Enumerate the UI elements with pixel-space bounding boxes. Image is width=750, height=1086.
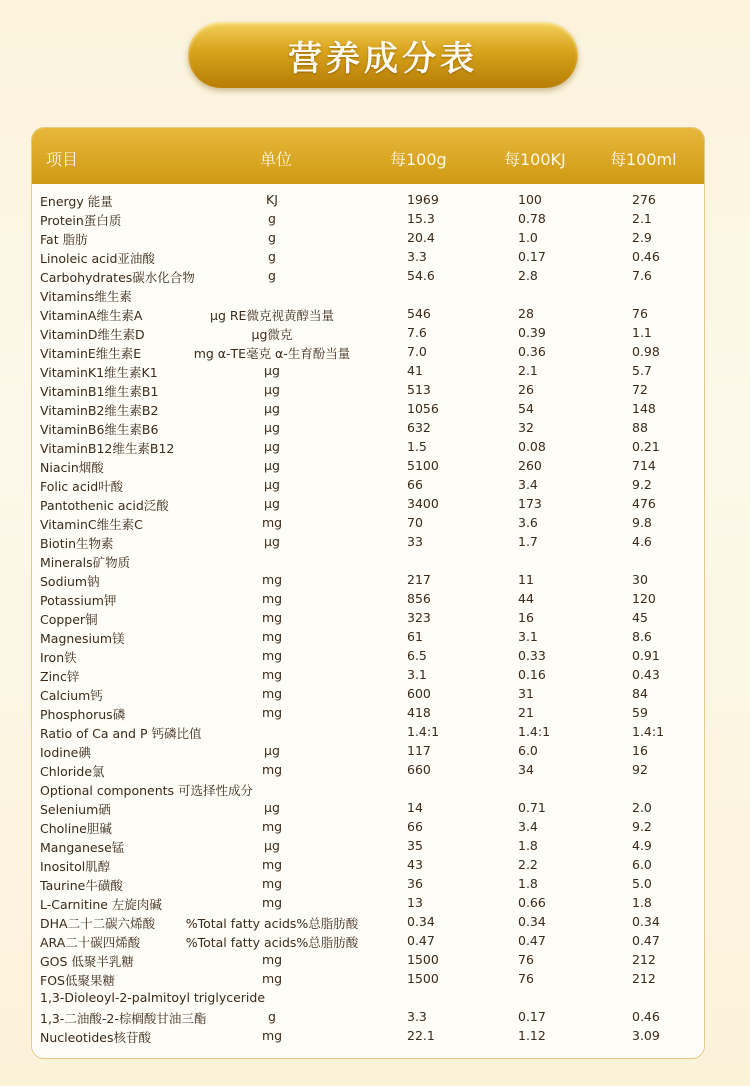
row-per-100kj: 0.47 (518, 933, 546, 948)
row-per-100kj: 21 (518, 705, 534, 720)
header-per-100kj: 每100KJ (504, 150, 566, 169)
row-per-100g: 33 (407, 534, 423, 549)
row-unit: μg (264, 534, 280, 549)
row-per-100ml: 276 (632, 192, 656, 207)
row-item: VitaminB12维生素B12 (40, 441, 175, 456)
row-per-100kj: 31 (518, 686, 534, 701)
row-item: Iodine碘 (40, 745, 91, 760)
header-per-100ml: 每100ml (610, 150, 677, 169)
table-row (32, 836, 704, 855)
table-row (32, 608, 704, 627)
row-per-100kj: 100 (518, 192, 542, 207)
table-row (32, 950, 704, 969)
header-item: 项目 (46, 150, 79, 169)
row-per-100ml: 92 (632, 762, 648, 777)
row-per-100ml: 4.6 (632, 534, 652, 549)
row-item: Niacin烟酸 (40, 460, 104, 475)
table-row (32, 570, 704, 589)
row-item: Potassium钾 (40, 593, 117, 608)
table-row (32, 855, 704, 874)
row-item: ARA二十碳四烯酸 (40, 935, 141, 950)
row-per-100kj: 11 (518, 572, 534, 587)
nutrition-table (32, 128, 704, 1058)
row-per-100g: 6.5 (407, 648, 427, 663)
row-per-100g: 600 (407, 686, 431, 701)
row-item: Zinc锌 (40, 669, 80, 684)
row-per-100kj: 32 (518, 420, 534, 435)
row-per-100g: 41 (407, 363, 423, 378)
row-per-100g: 14 (407, 800, 423, 815)
row-unit: μg (264, 439, 280, 454)
row-unit: %Total fatty acids%总脂肪酸 (185, 935, 359, 950)
row-item: VitaminB2维生素B2 (40, 403, 159, 418)
row-per-100kj: 0.71 (518, 800, 546, 815)
row-per-100g: 856 (407, 591, 431, 606)
row-per-100g: 1500 (407, 971, 439, 986)
row-per-100g: 7.6 (407, 325, 427, 340)
row-per-100ml: 7.6 (632, 268, 652, 283)
header-per-100g: 每100g (390, 150, 447, 169)
row-per-100ml: 8.6 (632, 629, 652, 644)
table-row (32, 323, 704, 342)
row-per-100ml: 148 (632, 401, 656, 416)
row-per-100kj: 1.7 (518, 534, 538, 549)
row-unit: g (268, 230, 276, 245)
row-item: Iron铁 (40, 650, 77, 665)
row-unit: mg (261, 648, 283, 663)
row-item: Inositol肌醇 (40, 859, 111, 874)
row-unit: mg (261, 629, 283, 644)
row-per-100g: 3.1 (407, 667, 427, 682)
row-per-100g: 0.34 (407, 914, 435, 929)
table-row (32, 817, 704, 836)
row-item: Chloride氯 (40, 764, 105, 779)
row-per-100g: 1056 (407, 401, 439, 416)
row-per-100kj: 3.4 (518, 819, 538, 834)
row-per-100ml: 2.9 (632, 230, 652, 245)
row-unit: μg (264, 420, 280, 435)
row-per-100kj: 0.17 (518, 1009, 546, 1024)
row-item: Magnesium镁 (40, 631, 125, 646)
row-unit: μg (264, 458, 280, 473)
row-per-100ml: 714 (632, 458, 656, 473)
row-per-100kj: 3.1 (518, 629, 538, 644)
row-unit: μg (264, 477, 280, 492)
row-per-100g: 0.47 (407, 933, 435, 948)
row-unit: mg (261, 971, 283, 986)
row-per-100g: 3.3 (407, 249, 427, 264)
row-per-100kj: 76 (518, 971, 534, 986)
row-per-100ml: 76 (632, 306, 648, 321)
row-unit: mg (261, 705, 283, 720)
row-per-100ml: 30 (632, 572, 648, 587)
row-per-100kj: 1.4:1 (518, 724, 551, 739)
title-banner (188, 22, 578, 88)
row-unit: g (268, 268, 276, 283)
row-item: Calcium钙 (40, 688, 103, 703)
table-row (32, 1007, 704, 1026)
row-per-100kj: 260 (518, 458, 542, 473)
row-per-100g: 3400 (407, 496, 439, 511)
page-title: 营养成分表 (288, 38, 478, 79)
table-row (32, 494, 704, 513)
table-row (32, 741, 704, 760)
row-per-100ml: 0.47 (632, 933, 660, 948)
row-item: DHA二十二碳六烯酸 (40, 916, 156, 931)
row-item: Selenium硒 (40, 802, 111, 817)
row-per-100g: 70 (407, 515, 423, 530)
row-unit: μg (264, 496, 280, 511)
row-unit: μg (264, 382, 280, 397)
table-row (32, 342, 704, 361)
table-row (32, 399, 704, 418)
row-item: VitaminK1维生素K1 (40, 365, 158, 380)
row-per-100ml: 6.0 (632, 857, 652, 872)
header-unit: 单位 (260, 150, 293, 169)
row-per-100kj: 76 (518, 952, 534, 967)
row-per-100g: 61 (407, 629, 423, 644)
row-per-100ml: 84 (632, 686, 648, 701)
row-item: Copper铜 (40, 612, 98, 627)
table-row (32, 285, 704, 304)
row-per-100ml: 72 (632, 382, 648, 397)
row-per-100ml: 0.98 (632, 344, 660, 359)
row-per-100ml: 0.46 (632, 1009, 660, 1024)
row-per-100g: 5100 (407, 458, 439, 473)
row-per-100g: 36 (407, 876, 423, 891)
row-per-100ml: 59 (632, 705, 648, 720)
table-row (32, 665, 704, 684)
row-item: VitaminB1维生素B1 (40, 384, 159, 399)
row-item: GOS 低聚半乳糖 (40, 954, 134, 969)
row-item: Fat 脂肪 (40, 232, 88, 247)
row-unit: μg微克 (251, 327, 293, 342)
row-per-100ml: 212 (632, 952, 656, 967)
table-row (32, 779, 704, 798)
row-per-100kj: 16 (518, 610, 534, 625)
row-per-100g: 418 (407, 705, 431, 720)
table-row (32, 646, 704, 665)
row-per-100kj: 34 (518, 762, 534, 777)
row-per-100ml: 2.1 (632, 211, 652, 226)
row-per-100g: 1.5 (407, 439, 427, 454)
table-row (32, 209, 704, 228)
row-unit: g (268, 1009, 276, 1024)
row-per-100kj: 0.34 (518, 914, 546, 929)
row-per-100g: 323 (407, 610, 431, 625)
row-per-100ml: 1.1 (632, 325, 652, 340)
row-per-100ml: 9.8 (632, 515, 652, 530)
row-unit: μg (264, 800, 280, 815)
row-per-100kj: 54 (518, 401, 534, 416)
row-per-100kj: 0.36 (518, 344, 546, 359)
row-item: 1,3-二油酸-2-棕榈酸甘油三酯 (40, 1011, 207, 1026)
table-row (32, 551, 704, 570)
row-per-100kj: 2.1 (518, 363, 538, 378)
row-per-100ml: 0.43 (632, 667, 660, 682)
row-per-100g: 660 (407, 762, 431, 777)
row-per-100kj: 0.66 (518, 895, 546, 910)
row-unit: mg (261, 572, 283, 587)
row-item: VitaminE维生素E (40, 346, 142, 361)
row-unit: mg (261, 610, 283, 625)
row-unit: μg RE微克视黄醇当量 (210, 308, 334, 323)
row-item: Nucleotides核苷酸 (40, 1030, 151, 1045)
row-per-100kj: 0.78 (518, 211, 546, 226)
row-unit: mg (261, 819, 283, 834)
row-per-100kj: 1.0 (518, 230, 538, 245)
row-unit: KJ (266, 192, 278, 207)
table-row (32, 304, 704, 323)
row-per-100kj: 2.8 (518, 268, 538, 283)
row-item: Manganese锰 (40, 840, 125, 855)
row-per-100g: 35 (407, 838, 423, 853)
row-per-100ml: 0.21 (632, 439, 660, 454)
table-row (32, 456, 704, 475)
row-per-100ml: 1.8 (632, 895, 652, 910)
row-unit: μg (264, 743, 280, 758)
row-item: Folic acid叶酸 (40, 479, 124, 494)
row-item: FOS低聚果糖 (40, 973, 115, 988)
row-per-100ml: 212 (632, 971, 656, 986)
table-row (32, 589, 704, 608)
row-per-100ml: 2.0 (632, 800, 652, 815)
row-per-100g: 54.6 (407, 268, 435, 283)
row-per-100g: 632 (407, 420, 431, 435)
row-per-100ml: 120 (632, 591, 656, 606)
row-per-100g: 1.4:1 (407, 724, 440, 739)
table-row (32, 798, 704, 817)
row-per-100kj: 3.6 (518, 515, 538, 530)
table-row (32, 684, 704, 703)
row-item: Phosphorus磷 (40, 707, 126, 722)
row-per-100kj: 0.08 (518, 439, 546, 454)
table-row (32, 874, 704, 893)
row-item: Sodium钠 (40, 574, 100, 589)
row-item: Linoleic acid亚油酸 (40, 251, 155, 266)
row-per-100kj: 0.39 (518, 325, 546, 340)
row-unit: μg (264, 363, 280, 378)
table-body (32, 190, 704, 1045)
row-item: 1,3-Dioleoyl-2-palmitoyl triglyceride (40, 990, 266, 1005)
table-row (32, 475, 704, 494)
table-row (32, 703, 704, 722)
row-per-100g: 1969 (407, 192, 439, 207)
row-unit: μg (264, 838, 280, 853)
row-item: Ratio of Ca and P 钙磷比值 (40, 726, 202, 741)
row-item: VitaminC维生素C (40, 517, 143, 532)
row-per-100g: 7.0 (407, 344, 427, 359)
row-per-100g: 513 (407, 382, 431, 397)
row-per-100kj: 0.33 (518, 648, 546, 663)
row-per-100kj: 28 (518, 306, 534, 321)
row-item: Taurine牛磺酸 (40, 878, 123, 893)
row-item: Vitamins维生素 (40, 289, 132, 304)
row-unit: mg (261, 857, 283, 872)
row-unit: mg (261, 952, 283, 967)
row-per-100ml: 0.34 (632, 914, 660, 929)
row-per-100ml: 9.2 (632, 819, 652, 834)
table-row (32, 361, 704, 380)
row-per-100kj: 6.0 (518, 743, 538, 758)
row-per-100g: 13 (407, 895, 423, 910)
row-item: Pantothenic acid泛酸 (40, 498, 169, 513)
row-item: Optional components 可选择性成分 (40, 783, 254, 798)
row-item: L-Carnitine 左旋肉碱 (40, 897, 162, 912)
row-item: Carbohydrates碳水化合物 (40, 270, 195, 285)
row-per-100ml: 3.09 (632, 1028, 660, 1043)
table-row (32, 969, 704, 988)
table-row (32, 190, 704, 209)
row-per-100g: 66 (407, 819, 423, 834)
row-per-100kj: 0.17 (518, 249, 546, 264)
row-unit: g (268, 211, 276, 226)
row-item: VitaminA维生素A (40, 308, 143, 323)
table-row (32, 627, 704, 646)
row-per-100ml: 16 (632, 743, 648, 758)
row-per-100ml: 4.9 (632, 838, 652, 853)
row-per-100ml: 476 (632, 496, 656, 511)
table-row (32, 988, 704, 1007)
row-item: Energy 能量 (40, 194, 113, 209)
row-item: VitaminD维生素D (40, 327, 145, 342)
row-unit: mg (261, 762, 283, 777)
table-row (32, 247, 704, 266)
row-unit: g (268, 249, 276, 264)
row-per-100kj: 3.4 (518, 477, 538, 492)
row-per-100ml: 0.91 (632, 648, 660, 663)
row-per-100ml: 5.0 (632, 876, 652, 891)
row-per-100kj: 1.8 (518, 876, 538, 891)
row-per-100ml: 1.4:1 (632, 724, 665, 739)
row-per-100kj: 44 (518, 591, 534, 606)
table-row (32, 912, 704, 931)
row-item: Protein蛋白质 (40, 213, 122, 228)
row-unit: μg (264, 401, 280, 416)
table-row (32, 722, 704, 741)
row-unit: mg (261, 667, 283, 682)
row-per-100g: 20.4 (407, 230, 435, 245)
row-item: Biotin生物素 (40, 536, 114, 551)
row-per-100kj: 1.12 (518, 1028, 546, 1043)
row-per-100kj: 1.8 (518, 838, 538, 853)
table-header (32, 128, 704, 184)
row-item: VitaminB6维生素B6 (40, 422, 159, 437)
row-per-100kj: 26 (518, 382, 534, 397)
row-per-100ml: 88 (632, 420, 648, 435)
row-per-100ml: 9.2 (632, 477, 652, 492)
row-per-100kj: 173 (518, 496, 542, 511)
row-per-100g: 43 (407, 857, 423, 872)
table-row (32, 418, 704, 437)
row-per-100g: 3.3 (407, 1009, 427, 1024)
row-per-100ml: 0.46 (632, 249, 660, 264)
row-item: Minerals矿物质 (40, 555, 131, 570)
row-unit: mg (261, 591, 283, 606)
row-per-100kj: 2.2 (518, 857, 538, 872)
table-row (32, 380, 704, 399)
row-unit: mg (261, 1028, 283, 1043)
row-per-100kj: 0.16 (518, 667, 546, 682)
row-per-100g: 217 (407, 572, 431, 587)
row-per-100ml: 45 (632, 610, 648, 625)
table-row (32, 266, 704, 285)
row-unit: mg α-TE毫克 α-生育酚当量 (193, 346, 351, 361)
table-row (32, 513, 704, 532)
row-unit: mg (261, 686, 283, 701)
table-row (32, 931, 704, 950)
row-per-100g: 1500 (407, 952, 439, 967)
row-per-100ml: 5.7 (632, 363, 652, 378)
row-per-100g: 66 (407, 477, 423, 492)
row-per-100g: 15.3 (407, 211, 435, 226)
table-row (32, 228, 704, 247)
row-unit: mg (261, 895, 283, 910)
row-unit: %Total fatty acids%总脂肪酸 (185, 916, 359, 931)
table-row (32, 532, 704, 551)
row-per-100g: 22.1 (407, 1028, 435, 1043)
row-per-100g: 546 (407, 306, 431, 321)
row-per-100g: 117 (407, 743, 431, 758)
row-unit: mg (261, 515, 283, 530)
table-row (32, 760, 704, 779)
row-unit: mg (261, 876, 283, 891)
table-row (32, 893, 704, 912)
table-row (32, 1026, 704, 1045)
table-row (32, 437, 704, 456)
row-item: Choline胆碱 (40, 821, 112, 836)
